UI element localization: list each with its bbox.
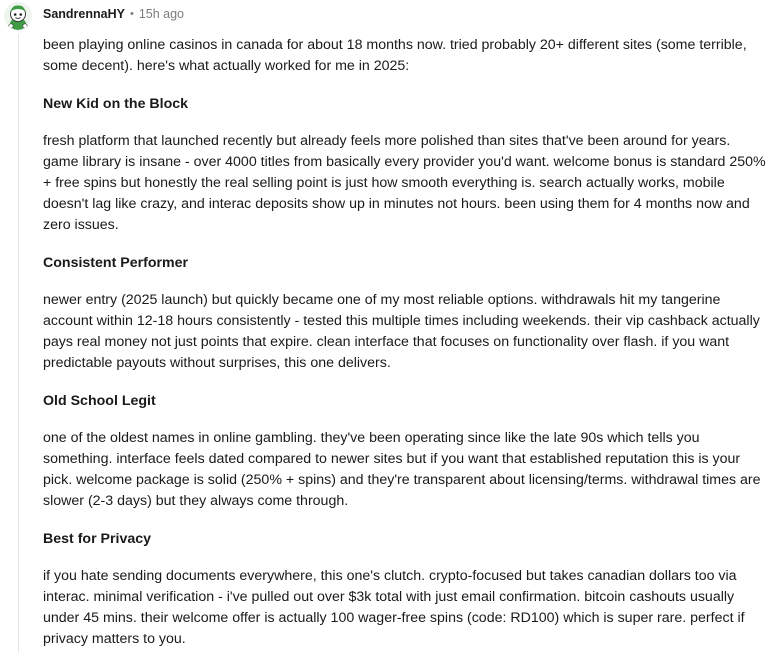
avatar[interactable] [4,2,32,30]
thread-line[interactable] [18,34,19,653]
comment-body [43,35,768,667]
comment-header [43,5,184,23]
intro-paragraph: been playing online casinos in canada for about 18 months now. tried probably 20+ different sites (some terrible, some decent). here's what actually worked for me in 2025: [43,37,747,74]
section-heading: Consistent Performer [43,255,189,271]
section-paragraph: one of the oldest names in online gambling. they've been operating since like the late 90s which tells you something. interface feels dated compared to newer sites but if you want that established reputation this is your pick. welcome package is solid (250% + spins) and they're transparent about licensing/terms. withdrawal times are slower (2-3 days) but they always come through. [43,430,761,509]
section-heading: Old School Legit [43,393,156,409]
section-paragraph: fresh platform that launched recently but already feels more polished than sites that've been around for years. game library is insane - over 4000 titles from basically every provider you'd want. welcome bonus is standard 250% + free spins but honestly the real selling point is just how smooth everything is. search actually works, mobile doesn't lag like crazy, and interac deposits show up in minutes not hours. been using them for 4 months now and zero issues. [43,133,766,233]
section-heading: New Kid on the Block [43,96,189,112]
snoo-avatar-icon [4,2,32,30]
username-link[interactable]: SandrennaHY [43,7,125,21]
section-heading: Best for Privacy [43,531,152,547]
section-paragraph: if you hate sending documents everywhere, this one's clutch. crypto-focused but takes canadian dollars too via interac. minimal verification - i've pulled out over $3k total with just email confirmation. bitcoin cashouts usually under 45 mins. their welcome offer is actually 100 wager-free spins (code: RD100) which is super rare. perfect if privacy matters to you. [43,568,745,647]
section-paragraph: newer entry (2025 launch) but quickly became one of my most reliable options. withdrawals hit my tangerine account within 12-18 hours consistently - tested this multiple times including weekends. their vip cashback actually pays real money not just points that expire. clean interface that focuses on functionality over flash. if you want predictable payouts without surprises, this one delivers. [43,292,760,371]
meta-separator: • [129,8,134,20]
timestamp[interactable]: 15h ago [138,7,185,21]
